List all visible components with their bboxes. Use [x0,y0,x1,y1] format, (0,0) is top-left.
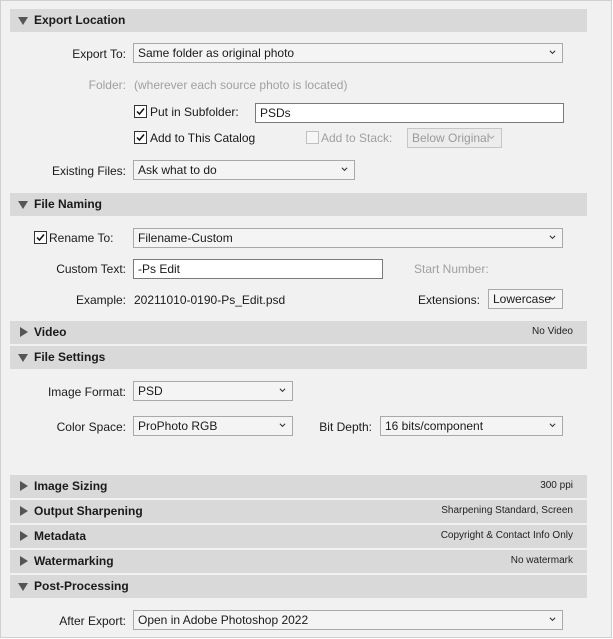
section-header-video[interactable] [10,321,587,344]
export-to-label: Export To: [72,47,126,61]
custom-text-label: Custom Text: [56,262,126,276]
section-header-output-sharpening[interactable] [10,500,587,523]
folder-label: Folder: [88,78,126,92]
color-space-dropdown[interactable] [133,416,293,436]
export-to-value: Same folder as original photo [138,46,295,60]
checkmark-icon [135,106,146,117]
section-title: Watermarking [34,554,114,568]
add-to-stack-checkbox[interactable] [306,131,319,144]
section-title: Image Sizing [34,479,108,493]
section-summary: Copyright & Contact Info Only [440,530,573,541]
start-number-label: Start Number: [414,262,489,276]
chevron-down-icon [488,134,495,141]
section-title: Video [34,325,67,339]
add-to-catalog-label: Add to This Catalog [150,131,256,145]
custom-text-input[interactable] [133,259,383,279]
after-export-dropdown[interactable] [133,610,563,630]
section-summary: No watermark [510,555,573,566]
color-space-label: Color Space: [56,420,126,434]
export-to-dropdown[interactable] [133,43,563,63]
section-header-export-location[interactable] [10,9,587,32]
section-summary: 300 ppi [540,480,573,491]
after-export-label: After Export: [59,614,126,628]
section-title: Output Sharpening [34,504,143,518]
stack-position-value: Below Original [412,131,490,145]
put-in-subfolder-label: Put in Subfolder: [150,105,239,119]
section-header-metadata[interactable] [10,525,587,548]
put-in-subfolder-checkbox[interactable] [134,105,147,118]
rename-template-value: Filename-Custom [138,231,233,245]
chevron-down-icon [549,234,556,241]
add-to-stack-label: Add to Stack: [321,131,393,145]
existing-files-value: Ask what to do [138,163,217,177]
section-summary: No Video [532,326,573,337]
section-header-file-settings[interactable] [10,346,587,369]
folder-value: (wherever each source photo is located) [134,78,348,92]
after-export-value: Open in Adobe Photoshop 2022 [138,613,309,627]
subfolder-name-input[interactable] [255,103,564,123]
example-filename: 20211010-0190-Ps_Edit.psd [134,293,286,307]
existing-files-dropdown[interactable] [133,160,355,180]
example-label: Example: [75,293,126,307]
rename-to-label: Rename To: [49,231,114,245]
collapsed-triangle-icon [20,531,28,541]
extensions-value: Lowercase [493,292,552,306]
collapsed-triangle-icon [20,481,28,491]
collapsed-triangle-icon [20,327,28,337]
stack-position-dropdown[interactable] [407,128,502,148]
bit-depth-label: Bit Depth: [319,420,372,434]
chevron-down-icon [279,422,286,429]
add-to-catalog-checkbox[interactable] [134,131,147,144]
color-space-value: ProPhoto RGB [138,419,218,433]
section-title: File Naming [34,197,103,211]
chevron-down-icon [549,422,556,429]
extensions-dropdown[interactable] [488,289,563,309]
expanded-triangle-icon [18,201,28,209]
image-format-value: PSD [138,384,163,398]
image-format-dropdown[interactable] [133,381,293,401]
section-title: Metadata [34,529,87,543]
chevron-down-icon [279,387,286,394]
expanded-triangle-icon [18,583,28,591]
rename-template-dropdown[interactable] [133,228,563,248]
checkmark-icon [35,232,46,243]
chevron-down-icon [549,295,556,302]
collapsed-triangle-icon [20,506,28,516]
section-title: File Settings [34,350,106,364]
existing-files-label: Existing Files: [51,164,126,178]
section-summary: Sharpening Standard, Screen [441,505,573,516]
section-header-watermarking[interactable] [10,550,587,573]
chevron-down-icon [549,49,556,56]
section-header-image-sizing[interactable] [10,475,587,498]
chevron-down-icon [549,616,556,623]
image-format-label: Image Format: [47,385,126,399]
collapsed-triangle-icon [20,556,28,566]
custom-text-value: -Ps Edit [138,262,181,276]
expanded-triangle-icon [18,17,28,25]
bit-depth-value: 16 bits/component [385,419,484,433]
section-header-file-naming[interactable] [10,193,587,216]
rename-to-checkbox[interactable] [34,231,47,244]
checkmark-icon [135,132,146,143]
chevron-down-icon [341,166,348,173]
expanded-triangle-icon [18,354,28,362]
subfolder-name-value: PSDs [260,106,291,120]
section-title: Export Location [34,13,126,27]
section-title: Post-Processing [34,579,129,593]
section-header-post-processing[interactable] [10,575,587,598]
bit-depth-dropdown[interactable] [380,416,563,436]
extensions-label: Extensions: [417,293,480,307]
